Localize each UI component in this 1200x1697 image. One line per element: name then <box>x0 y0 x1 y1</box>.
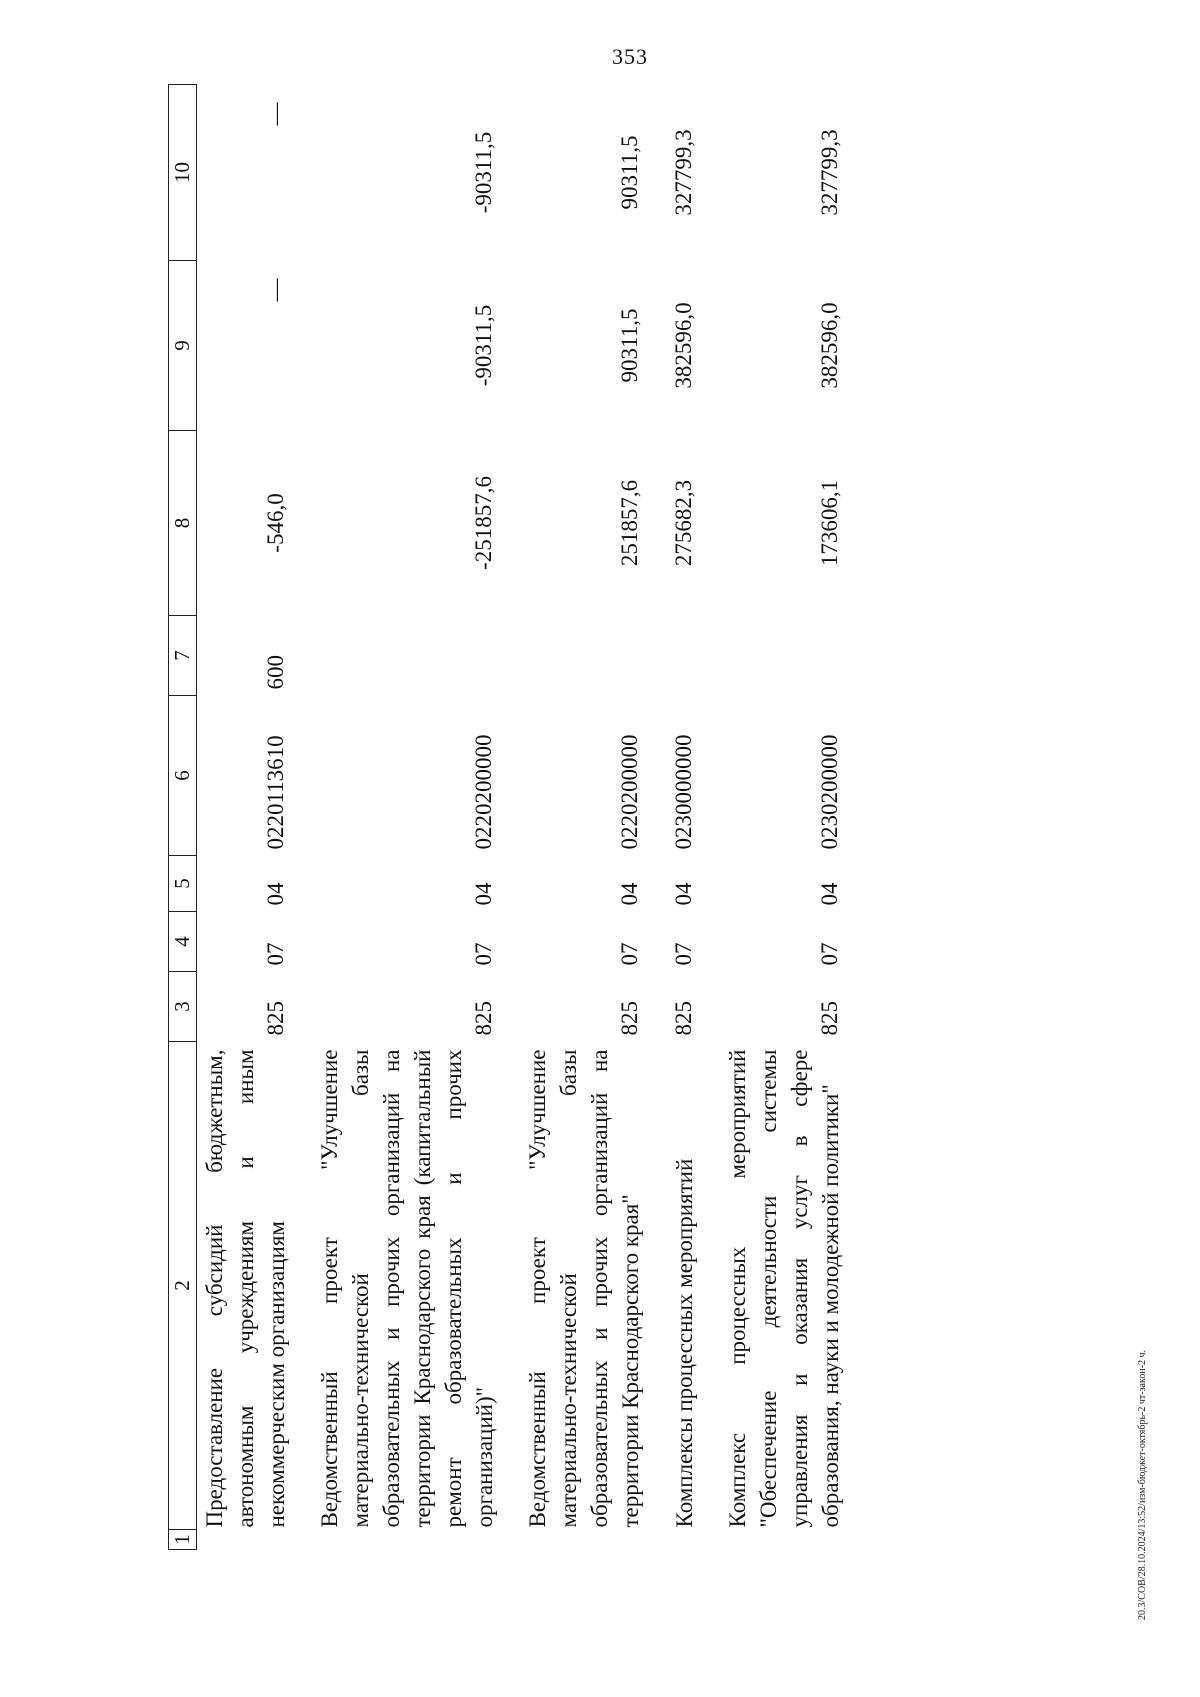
cell-expense-type <box>704 616 850 696</box>
cell-subsection: 04 <box>617 882 642 906</box>
table-row <box>504 85 650 1550</box>
column-header: 2 <box>169 1042 197 1530</box>
row-description: Ведомственный проект "Улучшение материально-технической базы образовательных и прочих организаций на территории Краснодарского края" <box>525 1049 643 1528</box>
cell-department-code: 825 <box>817 1001 842 1036</box>
cell-subsection: 04 <box>263 882 288 906</box>
document-footer: 20.3/СОВ/28.10.2024/13:52/изм-бюджет-октябрь-2 чт-закон-2 ч. <box>1137 1349 1148 1620</box>
cell-expense-type <box>296 616 504 696</box>
cell-target-article: 0230200000 <box>817 734 842 850</box>
cell-amount-3: 90311,5 <box>617 135 642 210</box>
cell-department-code: 825 <box>671 1001 696 1036</box>
cell-section: 07 <box>671 942 696 966</box>
cell-target-article: 0220200000 <box>617 734 642 850</box>
table-header <box>169 85 197 1550</box>
cell-section: 07 <box>617 942 642 966</box>
cell-amount-3: 327799,3 <box>671 129 696 216</box>
cell-amount-3: -90311,5 <box>471 131 496 214</box>
cell-target-article: 0230000000 <box>671 734 696 850</box>
table-row <box>197 85 297 1550</box>
column-header: 3 <box>169 972 197 1042</box>
cell-amount-1: 173606,1 <box>817 479 842 567</box>
column-header: 4 <box>169 912 197 972</box>
cell-expense-type: 600 <box>263 655 288 690</box>
cell-amount-2: 90311,5 <box>617 308 642 383</box>
cell-subsection: 04 <box>817 882 842 906</box>
cell-department-code: 825 <box>471 1001 496 1036</box>
cell-amount-1: -546,0 <box>263 493 288 553</box>
cell-amount-2: 382596,0 <box>817 302 842 389</box>
cell-department-code: 825 <box>617 1001 642 1036</box>
cell-expense-type <box>504 616 650 696</box>
cell-expense-type <box>650 616 704 696</box>
cell-section: 07 <box>263 942 288 966</box>
cell-amount-3: 327799,3 <box>817 129 842 216</box>
cell-amount-2: — <box>263 278 288 302</box>
column-header: 7 <box>169 616 197 696</box>
cell-target-article: 0220200000 <box>471 734 496 850</box>
table-row <box>704 85 850 1550</box>
cell-amount-2: 382596,0 <box>671 302 696 389</box>
table-row <box>650 85 704 1550</box>
row-description: Комплекс процессных мероприятий "Обеспечение деятельности системы управления и оказания услуг в сфере образования, науки и молодежной политики" <box>725 1049 843 1528</box>
cell-target-article: 0220113610 <box>263 735 288 850</box>
cell-department-code: 825 <box>263 1001 288 1036</box>
table-row <box>296 85 504 1550</box>
cell-subsection: 04 <box>671 882 696 906</box>
column-header: 1 <box>169 1530 197 1550</box>
row-description: Ведомственный проект "Улучшение материально-технической базы образовательных и прочих организаций на территории Краснодарского края (капитальный ремонт образовательных и прочих организаций)" <box>317 1049 497 1528</box>
cell-amount-1: 251857,6 <box>617 479 642 567</box>
column-header: 10 <box>169 85 197 261</box>
column-header: 9 <box>169 261 197 431</box>
cell-amount-2: -90311,5 <box>471 304 496 387</box>
row-description: Комплексы процессных мероприятий <box>672 1158 697 1528</box>
column-header: 8 <box>169 431 197 616</box>
cell-subsection: 04 <box>471 882 496 906</box>
column-header: 5 <box>169 856 197 912</box>
cell-section: 07 <box>817 942 842 966</box>
cell-amount-3: — <box>263 102 288 126</box>
cell-section: 07 <box>471 942 496 966</box>
row-description: Предоставление субсидий бюджетным, автономным учреждениям и иным некоммерческим организациям <box>202 1049 289 1528</box>
budget-table <box>168 84 850 1550</box>
budget-table-rotated <box>168 85 958 1550</box>
cell-amount-1: -251857,6 <box>471 476 496 570</box>
cell-amount-1: 275682,3 <box>671 479 696 567</box>
page-number: 353 <box>612 44 648 69</box>
column-header: 6 <box>169 696 197 856</box>
